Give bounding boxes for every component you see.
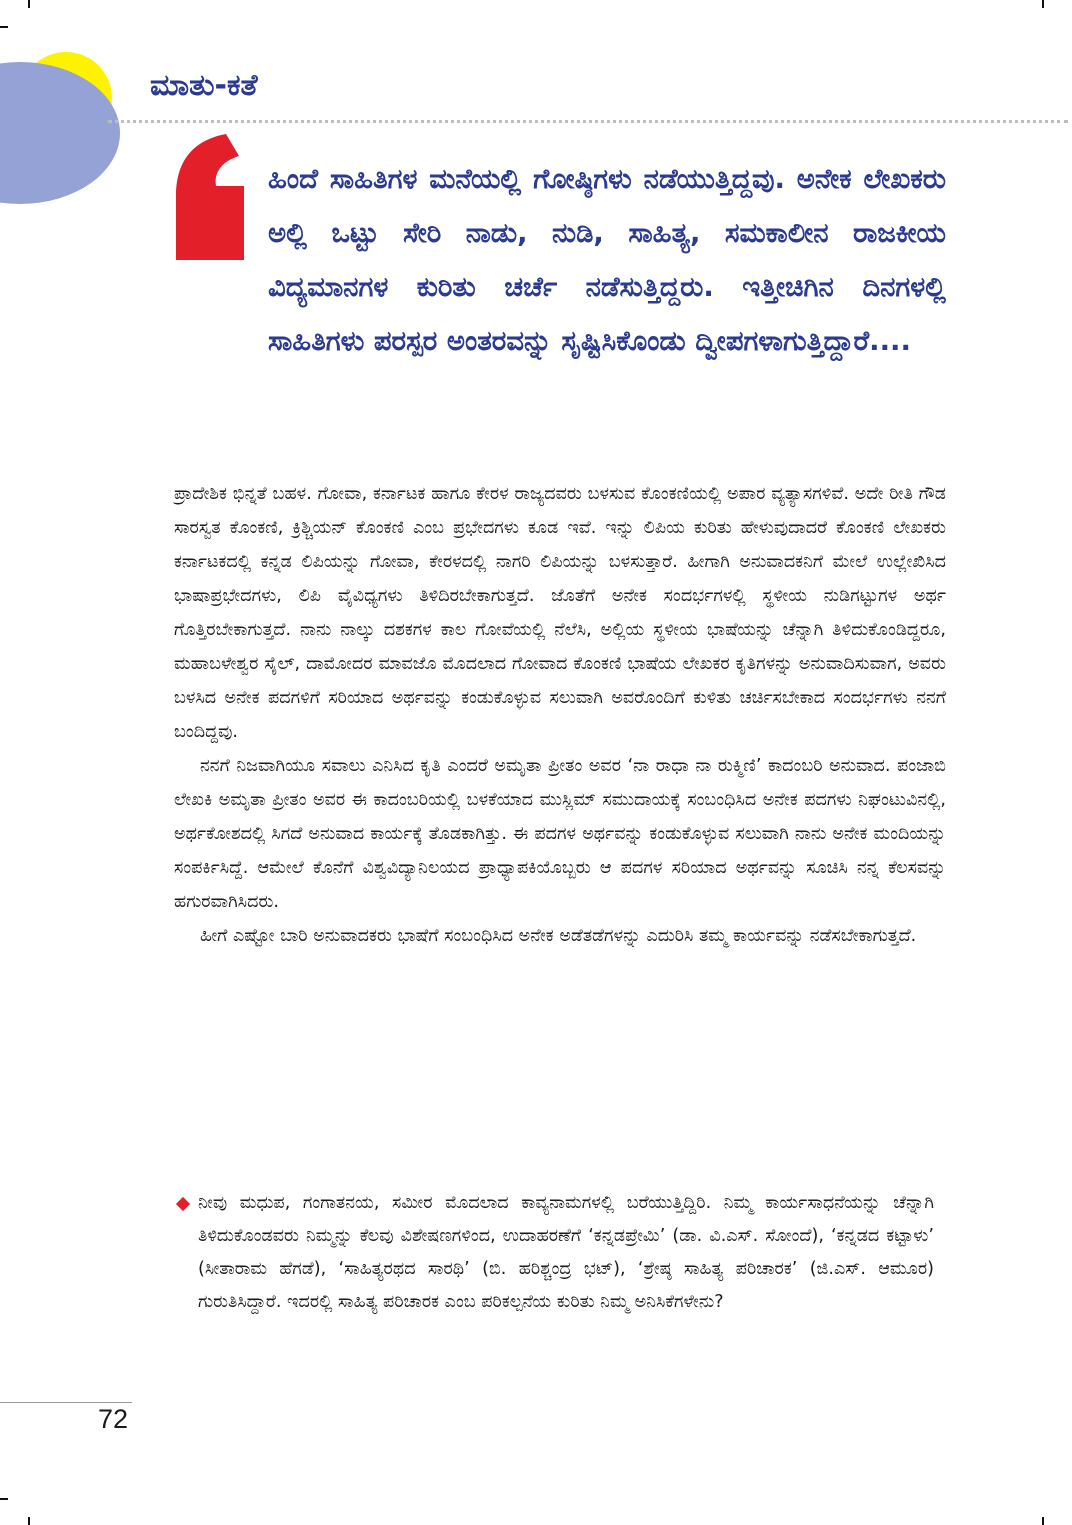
crop-mark-top-left: [28, 0, 30, 8]
page-number: 72: [98, 1404, 129, 1434]
crop-mark-bottom-right: [1042, 1517, 1044, 1525]
body-paragraph: ಹೀಗೆ ಎಷ್ಟೋ ಬಾರಿ ಅನುವಾದಕರು ಭಾಷೆಗೆ ಸಂಬಂಧಿಸಿದ ಅನೇಕ ಅಡೆತಡೆಗಳನ್ನು ಎದುರಿಸಿ ತಮ್ಮ ಕಾರ್ಯವನ್ನು ನಡೆಸಬೇಕಾಗುತ್ತದೆ.: [200, 926, 917, 946]
body-paragraph: ನನಗೆ ನಿಜವಾಗಿಯೂ ಸವಾಲು ಎನಿಸಿದ ಕೃತಿ ಎಂದರೆ ಅಮೃತಾ ಪ್ರೀತಂ ಅವರ ‘ನಾ ರಾಧಾ ನಾ ರುಕ್ಮಿಣಿ’ ಕಾದಂಬರಿ ಅನುವಾದ. ಪಂಜಾಬಿ ಲೇಖಕಿ ಅಮೃತಾ ಪ್ರೀತಂ ಅವರ ಈ ಕಾದಂಬರಿಯಲ್ಲಿ ಬಳಕೆಯಾದ ಮುಸ್ಲಿಮ್ ಸಮುದಾಯಕ್ಕೆ ಸಂಬಂಧಿಸಿದ ಅನೇಕ ಪದಗಳು ನಿಘಂಟುವಿನಲ್ಲಿ, ಅರ್ಥಕೋಶದಲ್ಲಿ ಸಿಗದೆ ಅನುವಾದ ಕಾರ್ಯಕ್ಕೆ ತೊಡಕಾಗಿತ್ತು. ಈ ಪದಗಳ ಅರ್ಥವನ್ನು ಕಂಡುಕೊಳ್ಳುವ ಸಲುವಾಗಿ ನಾನು ಅನೇಕ ಮಂದಿಯನ್ನು ಸಂಪರ್ಕಿಸಿದ್ದೆ. ಆಮೇಲೆ ಕೊನೆಗೆ ವಿಶ್ವವಿದ್ಯಾನಿಲಯದ ಪ್ರಾಧ್ಯಾಪಕಿಯೊಬ್ಬರು ಆ ಪದಗಳ ಸರಿಯಾದ ಅರ್ಥವನ್ನು ಸೂಚಿಸಿ ನನ್ನ ಕೆಲಸವನ್ನು ಹಗುರವಾಗಿಸಿದರು.: [174, 756, 946, 912]
opening-quote-icon: [176, 134, 248, 264]
crop-mark-left-upper: [0, 26, 8, 28]
quote-mark-shape: [176, 134, 244, 260]
interview-question: [174, 1187, 934, 1319]
question-text: ನೀವು ಮಧುಪ, ಗಂಗಾತನಯ, ಸಮೀರ ಮೊದಲಾದ ಕಾವ್ಯನಾಮಗಳಲ್ಲಿ ಬರೆಯುತ್ತಿದ್ದಿರಿ. ನಿಮ್ಮ ಕಾರ್ಯಸಾಧನೆಯನ್ನು ಚೆನ್ನಾಗಿ ತಿಳಿದುಕೊಂಡವರು ನಿಮ್ಮನ್ನು ಕೆಲವು ವಿಶೇಷಣಗಳಿಂದ, ಉದಾಹರಣೆಗೆ ‘ಕನ್ನಡಪ್ರೇಮಿ’ (ಡಾ. ವಿ.ಎಸ್. ಸೋಂದೆ), ‘ಕನ್ನಡದ ಕಟ್ಟಾಳು’ (ಸೀತಾರಾಮ ಹೆಗಡೆ), ‘ಸಾಹಿತ್ಯರಥದ ಸಾರಥಿ’ (ಬಿ. ಹರಿಶ್ಚಂದ್ರ ಭಟ್), ‘ಶ್ರೇಷ್ಠ ಸಾಹಿತ್ಯ ಪರಿಚಾರಕ’ (ಜಿ.ಎಸ್. ಆಮೂರ) ಗುರುತಿಸಿದ್ದಾರೆ. ಇದರಲ್ಲಿ ಸಾಹಿತ್ಯ ಪರಿಚಾರಕ ಎಂಬ ಪರಿಕಲ್ಪನೆಯ ಕುರಿತು ನಿಮ್ಮ ಅನಿಸಿಕೆಗಳೇನು?: [198, 1193, 934, 1312]
crop-mark-bottom-left: [28, 1517, 30, 1525]
body-paragraph: ಪ್ರಾದೇಶಿಕ ಭಿನ್ನತೆ ಬಹಳ. ಗೋವಾ, ಕರ್ನಾಟಕ ಹಾಗೂ ಕೇರಳ ರಾಜ್ಯದವರು ಬಳಸುವ ಕೊಂಕಣಿಯಲ್ಲಿ ಅಪಾರ ವ್ಯತ್ಯಾಸಗಳಿವೆ. ಅದೇ ರೀತಿ ಗೌಡ ಸಾರಸ್ವತ ಕೊಂಕಣಿ, ಕ್ರಿಶ್ಚಿಯನ್ ಕೊಂಕಣಿ ಎಂಬ ಪ್ರಭೇದಗಳು ಕೂಡ ಇವೆ. ಇನ್ನು ಲಿಪಿಯ ಕುರಿತು ಹೇಳುವುದಾದರೆ ಕೊಂಕಣಿ ಲೇಖಕರು ಕರ್ನಾಟಕದಲ್ಲಿ ಕನ್ನಡ ಲಿಪಿಯನ್ನು ಗೋವಾ, ಕೇರಳದಲ್ಲಿ ನಾಗರಿ ಲಿಪಿಯನ್ನು ಬಳಸುತ್ತಾರೆ. ಹೀಗಾಗಿ ಅನುವಾದಕನಿಗೆ ಮೇಲೆ ಉಲ್ಲೇಖಿಸಿದ ಭಾಷಾಪ್ರಭೇದಗಳು, ಲಿಪಿ ವೈವಿಧ್ಯಗಳು ತಿಳಿದಿರಬೇಕಾಗುತ್ತದೆ. ಜೊತೆಗೆ ಅನೇಕ ಸಂದರ್ಭಗಳಲ್ಲಿ ಸ್ಥಳೀಯ ನುಡಿಗಟ್ಟುಗಳ ಅರ್ಥ ಗೊತ್ತಿರಬೇಕಾಗುತ್ತದೆ. ನಾನು ನಾಲ್ಕು ದಶಕಗಳ ಕಾಲ ಗೋವೆಯಲ್ಲಿ ನೆಲೆಸಿ, ಅಲ್ಲಿಯ ಸ್ಥಳೀಯ ಭಾಷೆಯನ್ನು ಚೆನ್ನಾಗಿ ತಿಳಿದುಕೊಂಡಿದ್ದರೂ, ಮಹಾಬಳೇಶ್ವರ ಸೈಲ್, ದಾಮೋದರ ಮಾವಜೊ ಮೊದಲಾದ ಗೋವಾದ ಕೊಂಕಣಿ ಭಾಷೆಯ ಲೇಖಕರ ಕೃತಿಗಳನ್ನು ಅನುವಾದಿಸುವಾಗ, ಅವರು ಬಳಸಿದ ಅನೇಕ ಪದಗಳಿಗೆ ಸರಿಯಾದ ಅರ್ಥವನ್ನು ಕಂಡುಕೊಳ್ಳುವ ಸಲುವಾಗಿ ಅವರೊಂದಿಗೆ ಕುಳಿತು ಚರ್ಚಿಸಬೇಕಾದ ಸಂದರ್ಭಗಳು ನನಗೆ ಬಂದಿದ್ದವು.: [174, 484, 946, 742]
crop-mark-left-lower: [0, 1498, 8, 1500]
crop-mark-top-right: [1042, 0, 1044, 8]
article-body: [174, 477, 946, 953]
section-title: ಮಾತು-ಕತೆ: [150, 68, 258, 103]
dotted-divider: [108, 120, 1068, 123]
pull-quote-text: ಹಿಂದೆ ಸಾಹಿತಿಗಳ ಮನೆಯಲ್ಲಿ ಗೋಷ್ಠಿಗಳು ನಡೆಯುತ್ತಿದ್ದವು. ಅನೇಕ ಲೇಖಕರು ಅಲ್ಲಿ ಒಟ್ಟು ಸೇರಿ ನಾಡು, ನುಡಿ, ಸಾಹಿತ್ಯ, ಸಮಕಾಲೀನ ರಾಜಕೀಯ ವಿದ್ಯಮಾನಗಳ ಕುರಿತು ಚರ್ಚೆ ನಡೆಸುತ್ತಿದ್ದರು. ಇತ್ತೀಚಿಗಿನ ದಿನಗಳಲ್ಲಿ ಸಾಹಿತಿಗಳು ಪರಸ್ಪರ ಅಂತರವನ್ನು ಸೃಷ್ಟಿಸಿಕೊಂಡು ದ್ವೀಪಗಳಾಗುತ್ತಿದ್ದಾರೆ....: [268, 163, 946, 357]
